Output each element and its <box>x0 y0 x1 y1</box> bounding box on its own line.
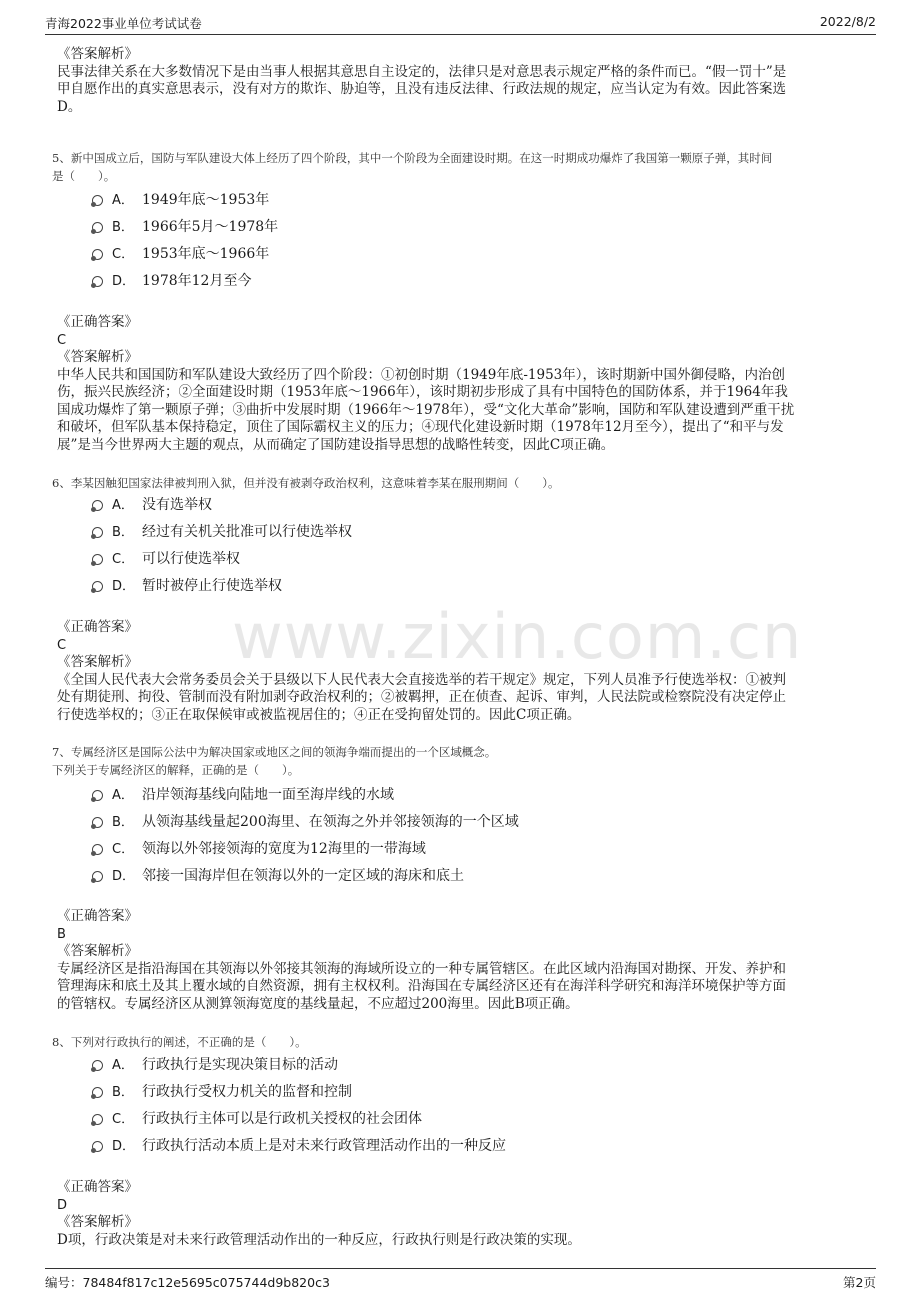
option-key: A． <box>112 1058 134 1073</box>
analysis-label: 《答案解析》 <box>57 46 138 62</box>
option-key: C． <box>112 247 135 262</box>
option-text: 经过有关机关批准可以行使选举权 <box>142 524 352 540</box>
analysis-line: 处有期徒刑、拘役、管制而没有附加剥夺政治权利的；②被羁押，正在侦查、起诉、审判，人民法院或检察院没有决定停止 <box>57 689 786 705</box>
option-text: 1966年5月～1978年 <box>142 219 279 235</box>
analysis-line: 和破坏，但军队基本保持稳定，顶住了国际霸权主义的压力；④现代化建设新时期（1978年12月至今），提出了“和平与发 <box>57 419 784 435</box>
option-text: 行政执行活动本质上是对未来行政管理活动作出的一种反应 <box>142 1138 506 1154</box>
option-key: B． <box>112 1085 134 1100</box>
option-text: 沿岸领海基线向陆地一面至海岸线的水域 <box>142 787 394 803</box>
analysis-line: 专属经济区是指沿海国在其领海以外邻接其领海的海域所设立的一种专属管辖区。在此区域内沿海国对勘探、开发、养护和 <box>57 960 786 977</box>
question-7-answer-block <box>57 908 863 1013</box>
question-8-stem <box>52 1033 867 1051</box>
question-6-option-a[interactable] <box>92 495 212 515</box>
option-key: D． <box>112 274 136 289</box>
option-key: D． <box>112 579 136 594</box>
option-key: A． <box>112 788 134 803</box>
stem-line: 下列关于专属经济区的解释，正确的是（ ）。 <box>52 763 300 777</box>
question-5-option-a[interactable] <box>92 190 269 210</box>
radio-icon[interactable] <box>92 249 103 260</box>
stem-line: 是（ ）。 <box>52 169 116 183</box>
correct-answer-value: C <box>57 332 67 348</box>
option-text: 邻接一国海岸但在领海以外的一定区域的海床和底土 <box>142 868 464 884</box>
question-8-option-c[interactable] <box>92 1109 422 1129</box>
radio-icon[interactable] <box>92 1114 103 1125</box>
analysis-line: 《全国人民代表大会常务委员会关于县级以下人民代表大会直接选举的若干规定》规定，下列人员准予行使选举权：①被判 <box>57 671 786 688</box>
stem-line: 8、下列对行政执行的阐述，不正确的是（ ）。 <box>52 1035 307 1049</box>
question-5-stem <box>52 149 867 185</box>
option-text: 可以行使选举权 <box>142 551 240 567</box>
question-8-option-a[interactable] <box>92 1055 338 1075</box>
radio-icon[interactable] <box>92 222 103 233</box>
analysis-label: 《答案解析》 <box>57 349 138 365</box>
radio-icon[interactable] <box>92 554 103 565</box>
question-5-option-b[interactable] <box>92 217 278 237</box>
radio-icon[interactable] <box>92 1141 103 1152</box>
correct-answer-value: B <box>57 926 66 942</box>
option-text: 领海以外邻接领海的宽度为12海里的一带海域 <box>142 841 426 857</box>
page-footer <box>45 1268 876 1291</box>
analysis-line: 国成功爆炸了第一颗原子弹；③曲折中发展时期（1966年～1978年），受“文化大革命”影响，国防和军队建设遭到严重干扰 <box>57 401 795 418</box>
option-text: 行政执行主体可以是行政机关授权的社会团体 <box>142 1111 422 1127</box>
radio-icon[interactable] <box>92 844 103 855</box>
analysis-label: 《答案解析》 <box>57 943 138 959</box>
option-key: B． <box>112 525 134 540</box>
question-8-option-b[interactable] <box>92 1082 352 1102</box>
question-7-option-c[interactable] <box>92 839 426 859</box>
analysis-label: 《答案解析》 <box>57 1214 138 1230</box>
analysis-line: 甲自愿作出的真实意思表示，没有对方的欺诈、胁迫等，且没有违反法律、行政法规的规定，应当认定为有效。因此答案选 <box>57 81 786 97</box>
question-7-option-d[interactable] <box>92 866 464 886</box>
page-header <box>45 12 876 35</box>
question-8-answer-block <box>57 1179 863 1249</box>
question-6-option-c[interactable] <box>92 549 240 569</box>
option-key: C． <box>112 1112 135 1127</box>
question-6-answer-block <box>57 619 863 724</box>
option-text: 没有选举权 <box>142 497 212 513</box>
question-5-option-d[interactable] <box>92 271 251 291</box>
correct-answer-label: 《正确答案》 <box>57 908 138 924</box>
option-key: A． <box>112 193 134 208</box>
analysis-line: 民事法律关系在大多数情况下是由当事人根据其意思自主设定的，法律只是对意思表示规定严格的条件而已。“假一罚十”是 <box>57 63 787 80</box>
question-7-option-b[interactable] <box>92 812 519 832</box>
analysis-line: 行使选举权的；③正在取保候审或被监视居住的；④正在受拘留处罚的。因此C项正确。 <box>57 706 581 723</box>
analysis-line: 展”是当今世界两大主题的观点，从而确定了国防建设指导思想的战略性转变，因此C项正确。 <box>57 436 615 453</box>
stem-line: 5、新中国成立后，国防与军队建设大体上经历了四个阶段，其中一个阶段为全面建设时期。在这一时期成功爆炸了我国第一颗原子弹，其时间 <box>52 151 773 165</box>
radio-icon[interactable] <box>92 581 103 592</box>
analysis-line: D项，行政决策是对未来行政管理活动作出的一种反应，行政执行则是行政决策的实现。 <box>57 1231 581 1248</box>
analysis-line: 的管辖权。专属经济区从测算领海宽度的基线量起，不应超过200海里。因此B项正确。 <box>57 995 579 1012</box>
option-text: 暂时被停止行使选举权 <box>142 578 282 594</box>
prev-analysis-block <box>57 46 863 116</box>
stem-line: 6、李某因触犯国家法律被判刑入狱，但并没有被剥夺政治权利，这意味着李某在服刑期间（ ）。 <box>52 476 560 490</box>
question-7-option-a[interactable] <box>92 785 394 805</box>
correct-answer-value: D <box>57 1197 68 1213</box>
radio-icon[interactable] <box>92 195 103 206</box>
option-key: D． <box>112 869 136 884</box>
document-date: 2022/8/2 <box>819 14 876 29</box>
stem-line: 7、专属经济区是国际公法中为解决国家或地区之间的领海争端而提出的一个区域概念。 <box>52 745 497 759</box>
radio-icon[interactable] <box>92 276 103 287</box>
analysis-line: 中华人民共和国国防和军队建设大致经历了四个阶段：①初创时期（1949年底-1953年），该时期新中国外御侵略，内治创 <box>57 366 786 383</box>
question-6-stem <box>52 474 867 492</box>
option-key: B． <box>112 815 134 830</box>
radio-icon[interactable] <box>92 871 103 882</box>
option-text: 1978年12月至今 <box>142 273 252 289</box>
correct-answer-label: 《正确答案》 <box>57 314 138 330</box>
watermark: www.zixin.com.cn <box>232 600 803 673</box>
option-key: C． <box>112 552 135 567</box>
option-key: B． <box>112 220 134 235</box>
radio-icon[interactable] <box>92 817 103 828</box>
document-title: 青海2022事业单位考试试卷 <box>45 16 202 31</box>
correct-answer-value: C <box>57 637 67 653</box>
analysis-line: 管理海床和底土及其上覆水域的自然资源，拥有主权权利。沿海国在专属经济区还有在海洋科学研究和海洋环境保护等方面 <box>57 978 786 994</box>
question-5-answer-block <box>57 314 863 454</box>
question-8-option-d[interactable] <box>92 1136 506 1156</box>
analysis-label: 《答案解析》 <box>57 654 138 670</box>
option-key: A． <box>112 498 134 513</box>
option-text: 从领海基线量起200海里、在领海之外并邻接领海的一个区域 <box>142 814 519 830</box>
option-text: 行政执行是实现决策目标的活动 <box>142 1057 338 1073</box>
question-7-stem <box>52 743 867 779</box>
option-text: 1953年底～1966年 <box>142 246 270 262</box>
radio-icon[interactable] <box>92 1060 103 1071</box>
option-text: 1949年底～1953年 <box>142 192 270 208</box>
question-5-option-c[interactable] <box>92 244 269 264</box>
option-text: 行政执行受权力机关的监督和控制 <box>142 1084 352 1100</box>
option-key: C． <box>112 842 135 857</box>
radio-icon[interactable] <box>92 500 103 511</box>
analysis-line: D。 <box>57 98 82 115</box>
analysis-line: 伤，振兴民族经济；②全面建设时期（1953年底～1966年），该时期初步形成了具有中国特色的国防体系，并于1964年我 <box>57 384 788 400</box>
radio-icon[interactable] <box>92 527 103 538</box>
radio-icon[interactable] <box>92 790 103 801</box>
correct-answer-label: 《正确答案》 <box>57 619 138 635</box>
radio-icon[interactable] <box>92 1087 103 1098</box>
question-6-option-b[interactable] <box>92 522 352 542</box>
option-key: D． <box>112 1139 136 1154</box>
correct-answer-label: 《正确答案》 <box>57 1179 138 1195</box>
document-code: 编号：78484f817c12e5695c075744d9b820c3 <box>45 1275 330 1290</box>
page-number: 第2页 <box>843 1275 876 1290</box>
question-6-option-d[interactable] <box>92 576 282 596</box>
